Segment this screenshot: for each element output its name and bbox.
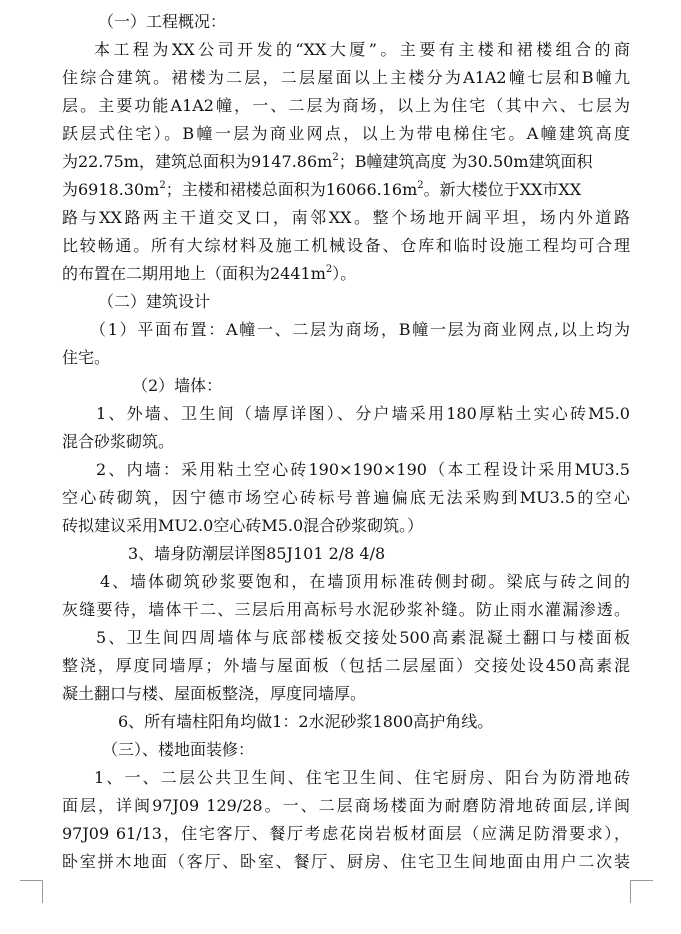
paragraph-line: 混合砂浆砌筑。: [62, 432, 175, 451]
section-heading-architecture: （二）建筑设计: [98, 292, 211, 311]
paragraph-line: 的布置在二期用地上（面积为$2441m^2$）。: [62, 263, 357, 283]
paragraph-line: 为$6918.30m^2$；主楼和裙楼总面积为$16066.16m^2$。新大楼位于XX市XX: [62, 179, 582, 199]
paragraph-line: 跃层式住宅）。B幢一层为商业网点，以上为带电梯住宅。A幢建筑高度: [62, 124, 630, 143]
paragraph-line: 6、所有墙柱阳角均做1：2水泥砂浆1800高护角线。: [118, 712, 494, 731]
paragraph-line: 比较畅通。所有大综材料及施工机械设备、仓库和临时设施工程均可合理: [62, 236, 630, 255]
paragraph-line: 灰缝要待，墙体干二、三层后用高标号水泥砂浆补缝。防止雨水灌漏渗透。: [62, 600, 630, 619]
section-heading-flooring: （三）、楼地面装修：: [102, 740, 255, 759]
paragraph-line: 2、内墙：采用粘土空心砖190×190×190（本工程设计采用MU3.5: [96, 460, 630, 479]
paragraph-line: 4、墙体砌筑砂浆要饱和，在墙顶用标准砖侧封砌。梁底与砖之间的: [100, 572, 630, 591]
paragraph-line: 3、墙身防潮层详图85J101 2/8 4/8: [128, 544, 386, 563]
paragraph-line: 路与XX路两主干道交叉口，南邻XX。整个场地开阔平坦，场内外道路: [62, 208, 630, 227]
page-corner-mark-left: [20, 880, 43, 903]
paragraph-line: 97J09 61/13，住宅客厅、餐厅考虑花岗岩板材面层（应满足防滑要求），: [62, 824, 630, 843]
paragraph-line: 面层，详闽97J09 129/28。一、二层商场楼面为耐磨防滑地砖面层,详闽: [62, 796, 630, 815]
paragraph-line: 整浇，厚度同墙厚；外墙与屋面板（包括二层屋面）交接处设450高素混: [62, 656, 630, 675]
paragraph-line: （1）平面布置：A幢一、二层为商场，B幢一层为商业网点,以上均为: [90, 320, 630, 339]
subheading-walls: （2）墙体：: [132, 376, 223, 395]
paragraph-line: 5、卫生间四周墙体与底部楼板交接处500高素混凝土翻口与楼面板: [96, 628, 630, 647]
paragraph-line: 1、一、二层公共卫生间、住宅卫生间、住宅厨房、阳台为防滑地砖: [94, 768, 630, 787]
paragraph-line: 本工程为XX公司开发的“XX大厦”。主要有主楼和裙楼组合的商: [94, 40, 630, 59]
paragraph-line: 砖拟建议采用MU2.0空心砖M5.0混合砂浆砌筑。）: [62, 516, 424, 535]
paragraph-line: 层。主要功能A1A2幢，一、二层为商场，以上为住宅（其中六、七层为: [62, 96, 630, 115]
paragraph-line: 为22.75m，建筑总面积为$9147.86m^2$；B幢建筑高度 为30.50m建筑面积: [62, 151, 593, 171]
section-heading-overview: （一）工程概况：: [98, 12, 227, 31]
paragraph-line: 空心砖砌筑，因宁德市场空心砖标号普遍偏底无法采购到MU3.5的空心: [62, 488, 630, 507]
paragraph-line: 凝土翻口与楼、屋面板整浇，厚度同墙厚。: [62, 684, 367, 703]
paragraph-line: 住宅。: [62, 348, 111, 367]
paragraph-line: 住综合建筑。裙楼为二层，二层屋面以上主楼分为A1A2幢七层和B幢九: [62, 68, 630, 87]
page-corner-mark-right: [630, 880, 653, 903]
paragraph-line: 1、外墙、卫生间（墙厚详图）、分户墙采用180厚粘土实心砖M5.0: [96, 404, 630, 423]
paragraph-line: 卧室拼木地面（客厅、卧室、餐厅、厨房、住宅卫生间地面由用户二次装: [62, 852, 630, 871]
